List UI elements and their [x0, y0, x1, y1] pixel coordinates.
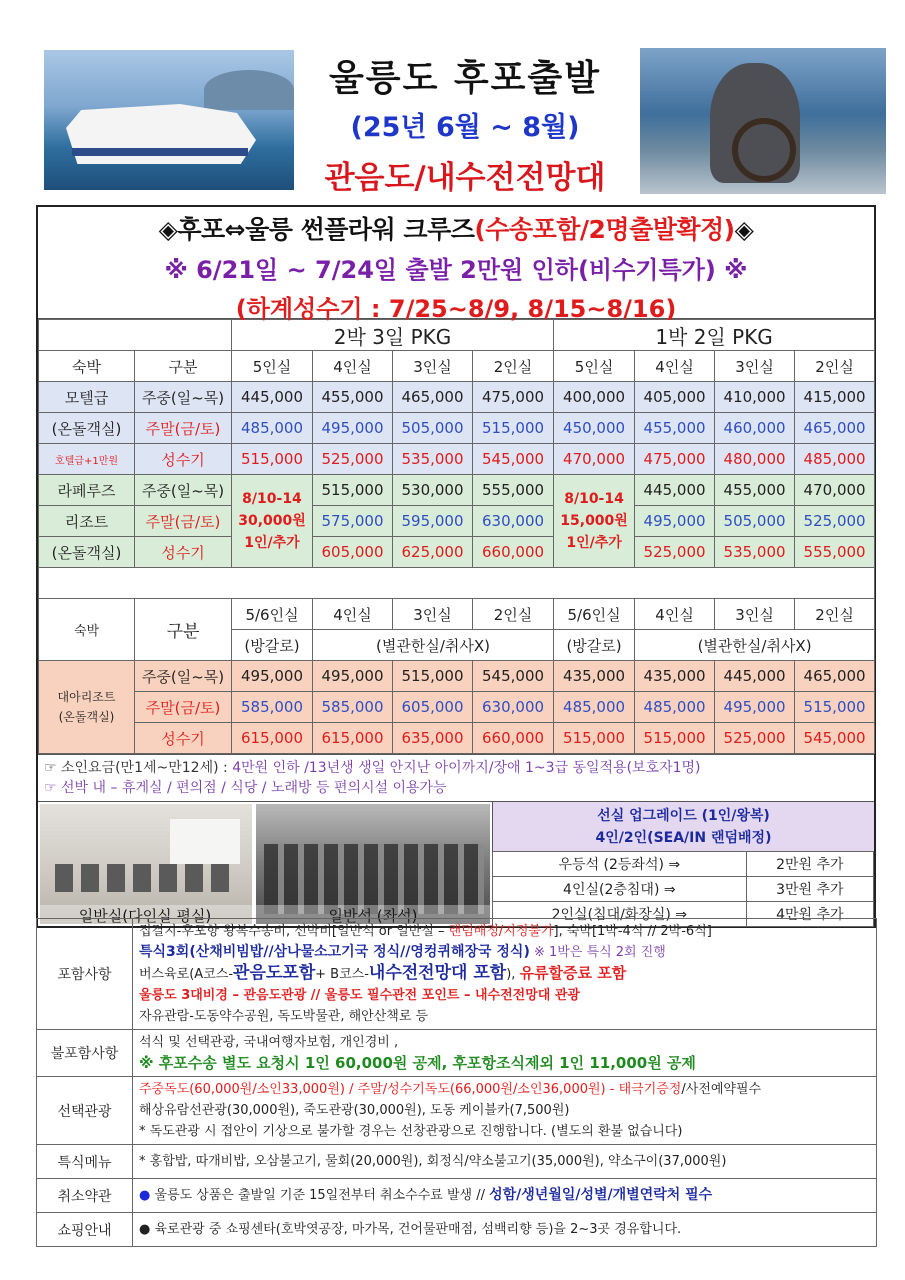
price-cell: 495,000 — [313, 413, 393, 444]
child-fare-label: ☞ 소인요금(만1세~만12세) : — [44, 760, 233, 776]
price-cell: 435,000 — [635, 661, 715, 692]
inc1-text: 집결지-후포항 왕복수송비, 선박비[일반석 or 일반실 – — [139, 924, 449, 939]
price-cell: 415,000 — [795, 382, 875, 413]
price-cell: 530,000 — [393, 475, 473, 506]
banner-line1-text: ◈후포⇔울릉 썬플라워 크루즈 — [158, 215, 475, 244]
price-cell: 455,000 — [635, 413, 715, 444]
cancel-required: 성함/생년월일/성별/개별연락처 필수 — [489, 1187, 713, 1203]
price-cell: 605,000 — [393, 692, 473, 723]
price-cell: 495,000 — [635, 506, 715, 537]
price-cell: 545,000 — [795, 723, 875, 754]
row-label: 주중(일~목) — [135, 475, 232, 506]
island-hill — [204, 70, 294, 110]
ship-wheel-icon — [732, 118, 796, 182]
price-cell: 465,000 — [795, 661, 875, 692]
price-cell: 555,000 — [795, 537, 875, 568]
include-content — [133, 919, 877, 1030]
annex-note: (별관한실/취사X) — [313, 630, 554, 661]
option-line2: 해상유람선관광(30,000원), 죽도관광(30,000원), 도동 케이블카(7,500원) — [139, 1103, 570, 1118]
price-cell: 525,000 — [795, 506, 875, 537]
upgrade-title: 선실 업그레이드 (1인/왕복) — [597, 808, 770, 824]
cabin-caption: 일반실(다인실 평실) — [38, 905, 252, 926]
exclude-line1: 석식 및 선택관광, 국내여행자보험, 개인경비 , — [139, 1035, 399, 1050]
promo-unit: 1인/추가 — [244, 535, 300, 551]
upgrade-price: 3만원 추가 — [746, 877, 873, 902]
room-header: 5/6인실 — [554, 599, 635, 630]
row-label: 성수기 — [135, 537, 232, 568]
price-cell: 525,000 — [715, 723, 795, 754]
price-cell: 505,000 — [715, 506, 795, 537]
exclude-label: 불포함사항 — [37, 1030, 133, 1077]
banner-line1-red: (수송포함/2명출발확정) — [474, 215, 735, 244]
resort-subname: 리조트 — [39, 506, 135, 537]
price-cell: 595,000 — [393, 506, 473, 537]
room-header: 3인실 — [715, 351, 795, 382]
price-cell: 455,000 — [715, 475, 795, 506]
exclude-line2: ※ 후포수송 별도 요청시 1인 60,000원 공제, 후포항조식제외 1인 11,000원 공제 — [139, 1054, 696, 1072]
banner-line2: ※ 6/21일 ~ 7/24일 출발 2만원 인하(비수기특가) ※ — [164, 256, 748, 284]
price-cell: 515,000 — [795, 692, 875, 723]
upgrade-option: 우등석 (2등좌석) ⇒ — [493, 852, 747, 877]
price-cell: 615,000 — [232, 723, 313, 754]
price-cell: 475,000 — [473, 382, 554, 413]
price-cell: 470,000 — [554, 444, 635, 475]
resort-room-type: (온돌객실) — [39, 537, 135, 568]
promo-date: 8/10-14 — [564, 491, 624, 507]
price-cell: 495,000 — [715, 692, 795, 723]
room-header: 2인실 — [473, 599, 554, 630]
stay-header: 숙박 — [39, 599, 135, 661]
option-line3: * 독도관광 시 접안이 기상으로 불가할 경우는 선창관광으로 진행합니다. (별도의 환불 없습니다) — [139, 1124, 683, 1139]
room-header: 3인실 — [715, 599, 795, 630]
price-cell: 525,000 — [313, 444, 393, 475]
info-table — [36, 918, 877, 1247]
option-line1 — [139, 1079, 870, 1100]
price-cell: 485,000 — [795, 444, 875, 475]
promo-1n — [554, 475, 635, 568]
room-header: 5인실 — [232, 351, 313, 382]
upgrade-option: 2인실(침대/화장실) ⇒ — [493, 902, 747, 927]
inc2-meals: 특식3회(산채비빔밥//삼나물소고기국 정식//영컹퀴해장국 정식) — [139, 944, 530, 960]
room-header: 4인실 — [313, 599, 393, 630]
price-table-1 — [38, 319, 875, 754]
inc3-b: + B코스- — [315, 967, 369, 982]
banner-line1-end: ◈ — [734, 215, 754, 244]
pkg-1n2d-header: 1박 2일 PKG — [554, 320, 875, 351]
price-cell: 605,000 — [313, 537, 393, 568]
route-title: 관음도/내수전전망대 — [324, 160, 606, 196]
banner-line3: (하계성수기 : 7/25~8/9, 8/15~8/16) — [235, 295, 677, 323]
opt1-red: 주중독도(60,000원/소인33,000원) / 주말/성수기독도(66,000원/소인36,000원) - 태극기증정 — [139, 1082, 682, 1097]
chairs-shape — [55, 864, 235, 892]
row-label: 주말(금/토) — [135, 413, 232, 444]
ship-stripe — [72, 148, 248, 156]
price-cell: 470,000 — [795, 475, 875, 506]
child-fare-text: 4만원 인하 /13년생 생일 안지난 아이까지/장애 1~3급 동일적용(보호자1명) — [232, 760, 701, 776]
opt1-tail: /사전예약필수 — [681, 1082, 762, 1097]
upgrade-option: 4인실(2층침대) ⇒ — [493, 877, 747, 902]
header — [0, 0, 905, 200]
promo-price: 30,000원 — [238, 513, 306, 529]
price-cell: 450,000 — [554, 413, 635, 444]
price-cell: 545,000 — [473, 444, 554, 475]
inc3-a-big: 관음도포함 — [233, 963, 316, 983]
upgrade-panel — [492, 802, 874, 927]
include-line1 — [139, 921, 870, 942]
resort-name: 라페루즈 — [39, 475, 135, 506]
upgrade-table — [492, 851, 874, 927]
daea-room-type: (온돌객실) — [58, 710, 115, 724]
page-title: 울릉도 후포출발 — [329, 58, 601, 99]
inc1-red: 랜덤배정/지정불가 — [448, 924, 554, 939]
window-shape — [170, 819, 240, 864]
price-cell: 535,000 — [715, 537, 795, 568]
inc3-c: ), — [506, 967, 520, 982]
price-cell: 515,000 — [232, 444, 313, 475]
option-label: 선택관광 — [37, 1077, 133, 1145]
child-fare-note — [44, 758, 868, 778]
price-cell: 455,000 — [313, 382, 393, 413]
promo-2n — [232, 475, 313, 568]
room-header: 2인실 — [473, 351, 554, 382]
price-cell: 615,000 — [313, 723, 393, 754]
room-header: 3인실 — [393, 351, 473, 382]
price-cell: 405,000 — [635, 382, 715, 413]
row-label: 성수기 — [135, 444, 232, 475]
price-cell: 480,000 — [715, 444, 795, 475]
type-header: 구분 — [135, 351, 232, 382]
price-cell: 660,000 — [473, 723, 554, 754]
price-cell: 410,000 — [715, 382, 795, 413]
inc2-note: ※ 1박은 특식 2회 진행 — [529, 945, 666, 960]
price-cell: 495,000 — [313, 661, 393, 692]
promo-date: 8/10-14 — [242, 491, 302, 507]
price-cell: 515,000 — [554, 723, 635, 754]
price-cell: 515,000 — [635, 723, 715, 754]
price-cell: 625,000 — [393, 537, 473, 568]
cancel-text: 울릉도 상품은 출발일 기준 15일전부터 취소수수료 발생 // — [150, 1188, 490, 1203]
price-cell: 465,000 — [393, 382, 473, 413]
price-cell: 460,000 — [715, 413, 795, 444]
price-cell: 515,000 — [393, 661, 473, 692]
price-cell: 535,000 — [393, 444, 473, 475]
upgrade-header — [492, 802, 874, 851]
inc3-b-big: 내수전전망대 포함 — [368, 963, 507, 983]
cancel-content — [133, 1179, 877, 1213]
include-line2 — [139, 942, 870, 963]
cancel-label: 취소약관 — [37, 1179, 133, 1213]
row-label: 주말(금/토) — [135, 506, 232, 537]
price-cell: 465,000 — [795, 413, 875, 444]
price-cell: 495,000 — [232, 661, 313, 692]
room-header: 4인실 — [635, 351, 715, 382]
include-label: 포함사항 — [37, 919, 133, 1030]
upgrade-subtitle: 4인/2인(SEA/IN 랜덤배정) — [595, 830, 772, 846]
price-cell: 485,000 — [232, 413, 313, 444]
price-cell: 485,000 — [554, 692, 635, 723]
room-header: 2인실 — [795, 599, 875, 630]
shop-content: ● 육로관광 중 쇼핑센타(호박엿공장, 마가목, 건어물판매점, 섬백리향 등)을 2~3곳 경유합니다. — [133, 1213, 877, 1247]
table-separator — [39, 568, 875, 599]
room-header: 4인실 — [313, 351, 393, 382]
row-label: 주중(일~목) — [135, 382, 232, 413]
price-cell: 515,000 — [313, 475, 393, 506]
price-cell: 555,000 — [473, 475, 554, 506]
bungalow-note: (방갈로) — [232, 630, 313, 661]
price-cell: 635,000 — [393, 723, 473, 754]
exclude-content — [133, 1030, 877, 1077]
price-cell: 445,000 — [635, 475, 715, 506]
room-header: 4인실 — [635, 599, 715, 630]
period-title: (25년 6월 ~ 8월) — [350, 112, 580, 143]
cabin-photos — [38, 801, 874, 926]
ferry-photo — [44, 50, 294, 190]
price-cell: 515,000 — [473, 413, 554, 444]
price-cell: 505,000 — [393, 413, 473, 444]
notes-section — [38, 754, 874, 801]
price-cell: 475,000 — [635, 444, 715, 475]
banner — [38, 207, 874, 323]
bullet-icon: ● — [139, 1188, 151, 1203]
inc3-a: 버스육로(A코스- — [139, 967, 234, 982]
seat-rows-shape — [264, 844, 484, 914]
main-box — [36, 205, 876, 928]
daea-resort-name — [39, 661, 135, 754]
bungalow-note: (방갈로) — [554, 630, 635, 661]
price-cell: 400,000 — [554, 382, 635, 413]
promo-unit: 1인/추가 — [566, 535, 622, 551]
pkg-2n3d-header: 2박 3일 PKG — [232, 320, 554, 351]
price-cell: 525,000 — [635, 537, 715, 568]
price-cell: 445,000 — [715, 661, 795, 692]
stay-header: 숙박 — [39, 351, 135, 382]
room-header: 5/6인실 — [232, 599, 313, 630]
hotel-upgrade-note: 호텔급+1만원 — [39, 444, 135, 475]
price-cell: 630,000 — [473, 506, 554, 537]
promo-price: 15,000원 — [560, 513, 628, 529]
room-header: 2인실 — [795, 351, 875, 382]
price-cell: 585,000 — [232, 692, 313, 723]
shop-label: 쇼핑안내 — [37, 1213, 133, 1247]
banner-line1 — [38, 207, 874, 246]
price-cell: 660,000 — [473, 537, 554, 568]
motel-subname: (온돌객실) — [39, 413, 135, 444]
menu-label: 특식메뉴 — [37, 1145, 133, 1179]
include-line3 — [139, 963, 870, 985]
menu-content: * 홍합밥, 따개비밥, 오삼불고기, 물회(20,000원), 회정식/약소불고기(35,000원), 약소구이(37,000원) — [133, 1145, 877, 1179]
statue-photo — [640, 48, 886, 194]
include-line5: 자유관람-도동약수공원, 독도박물관, 해안산책로 등 — [139, 1009, 429, 1024]
include-line4: 울릉도 3대비경 – 관음도관광 // 울릉도 필수관전 포인트 – 내수전전망대 관광 — [139, 988, 580, 1003]
empty-cell — [39, 320, 232, 351]
upgrade-price: 2만원 추가 — [746, 852, 873, 877]
type-header: 구분 — [135, 599, 232, 661]
seat-caption: 일반석 (좌석) — [256, 905, 490, 926]
inc3-red: 유류할증료 포함 — [519, 964, 627, 982]
upgrade-price: 4만원 추가 — [746, 902, 873, 927]
price-cell: 445,000 — [232, 382, 313, 413]
row-label: 주말(금/토) — [135, 692, 232, 723]
price-cell: 545,000 — [473, 661, 554, 692]
price-cell: 575,000 — [313, 506, 393, 537]
price-cell: 585,000 — [313, 692, 393, 723]
inc1-tail: ], 숙박[1박-4식 // 2박-6식] — [553, 924, 712, 939]
annex-note: (별관한실/취사X) — [635, 630, 875, 661]
daea-name: 대아리조트 — [57, 690, 116, 704]
row-label: 주중(일~목) — [135, 661, 232, 692]
price-cell: 630,000 — [473, 692, 554, 723]
room-header: 3인실 — [393, 599, 473, 630]
row-label: 성수기 — [135, 723, 232, 754]
motel-name: 모텔급 — [39, 382, 135, 413]
facility-note: ☞ 선박 내 – 휴게실 / 편의점 / 식당 / 노래방 등 편의시설 이용가능 — [44, 780, 447, 796]
option-content — [133, 1077, 877, 1145]
price-cell: 485,000 — [635, 692, 715, 723]
room-header: 5인실 — [554, 351, 635, 382]
price-cell: 435,000 — [554, 661, 635, 692]
